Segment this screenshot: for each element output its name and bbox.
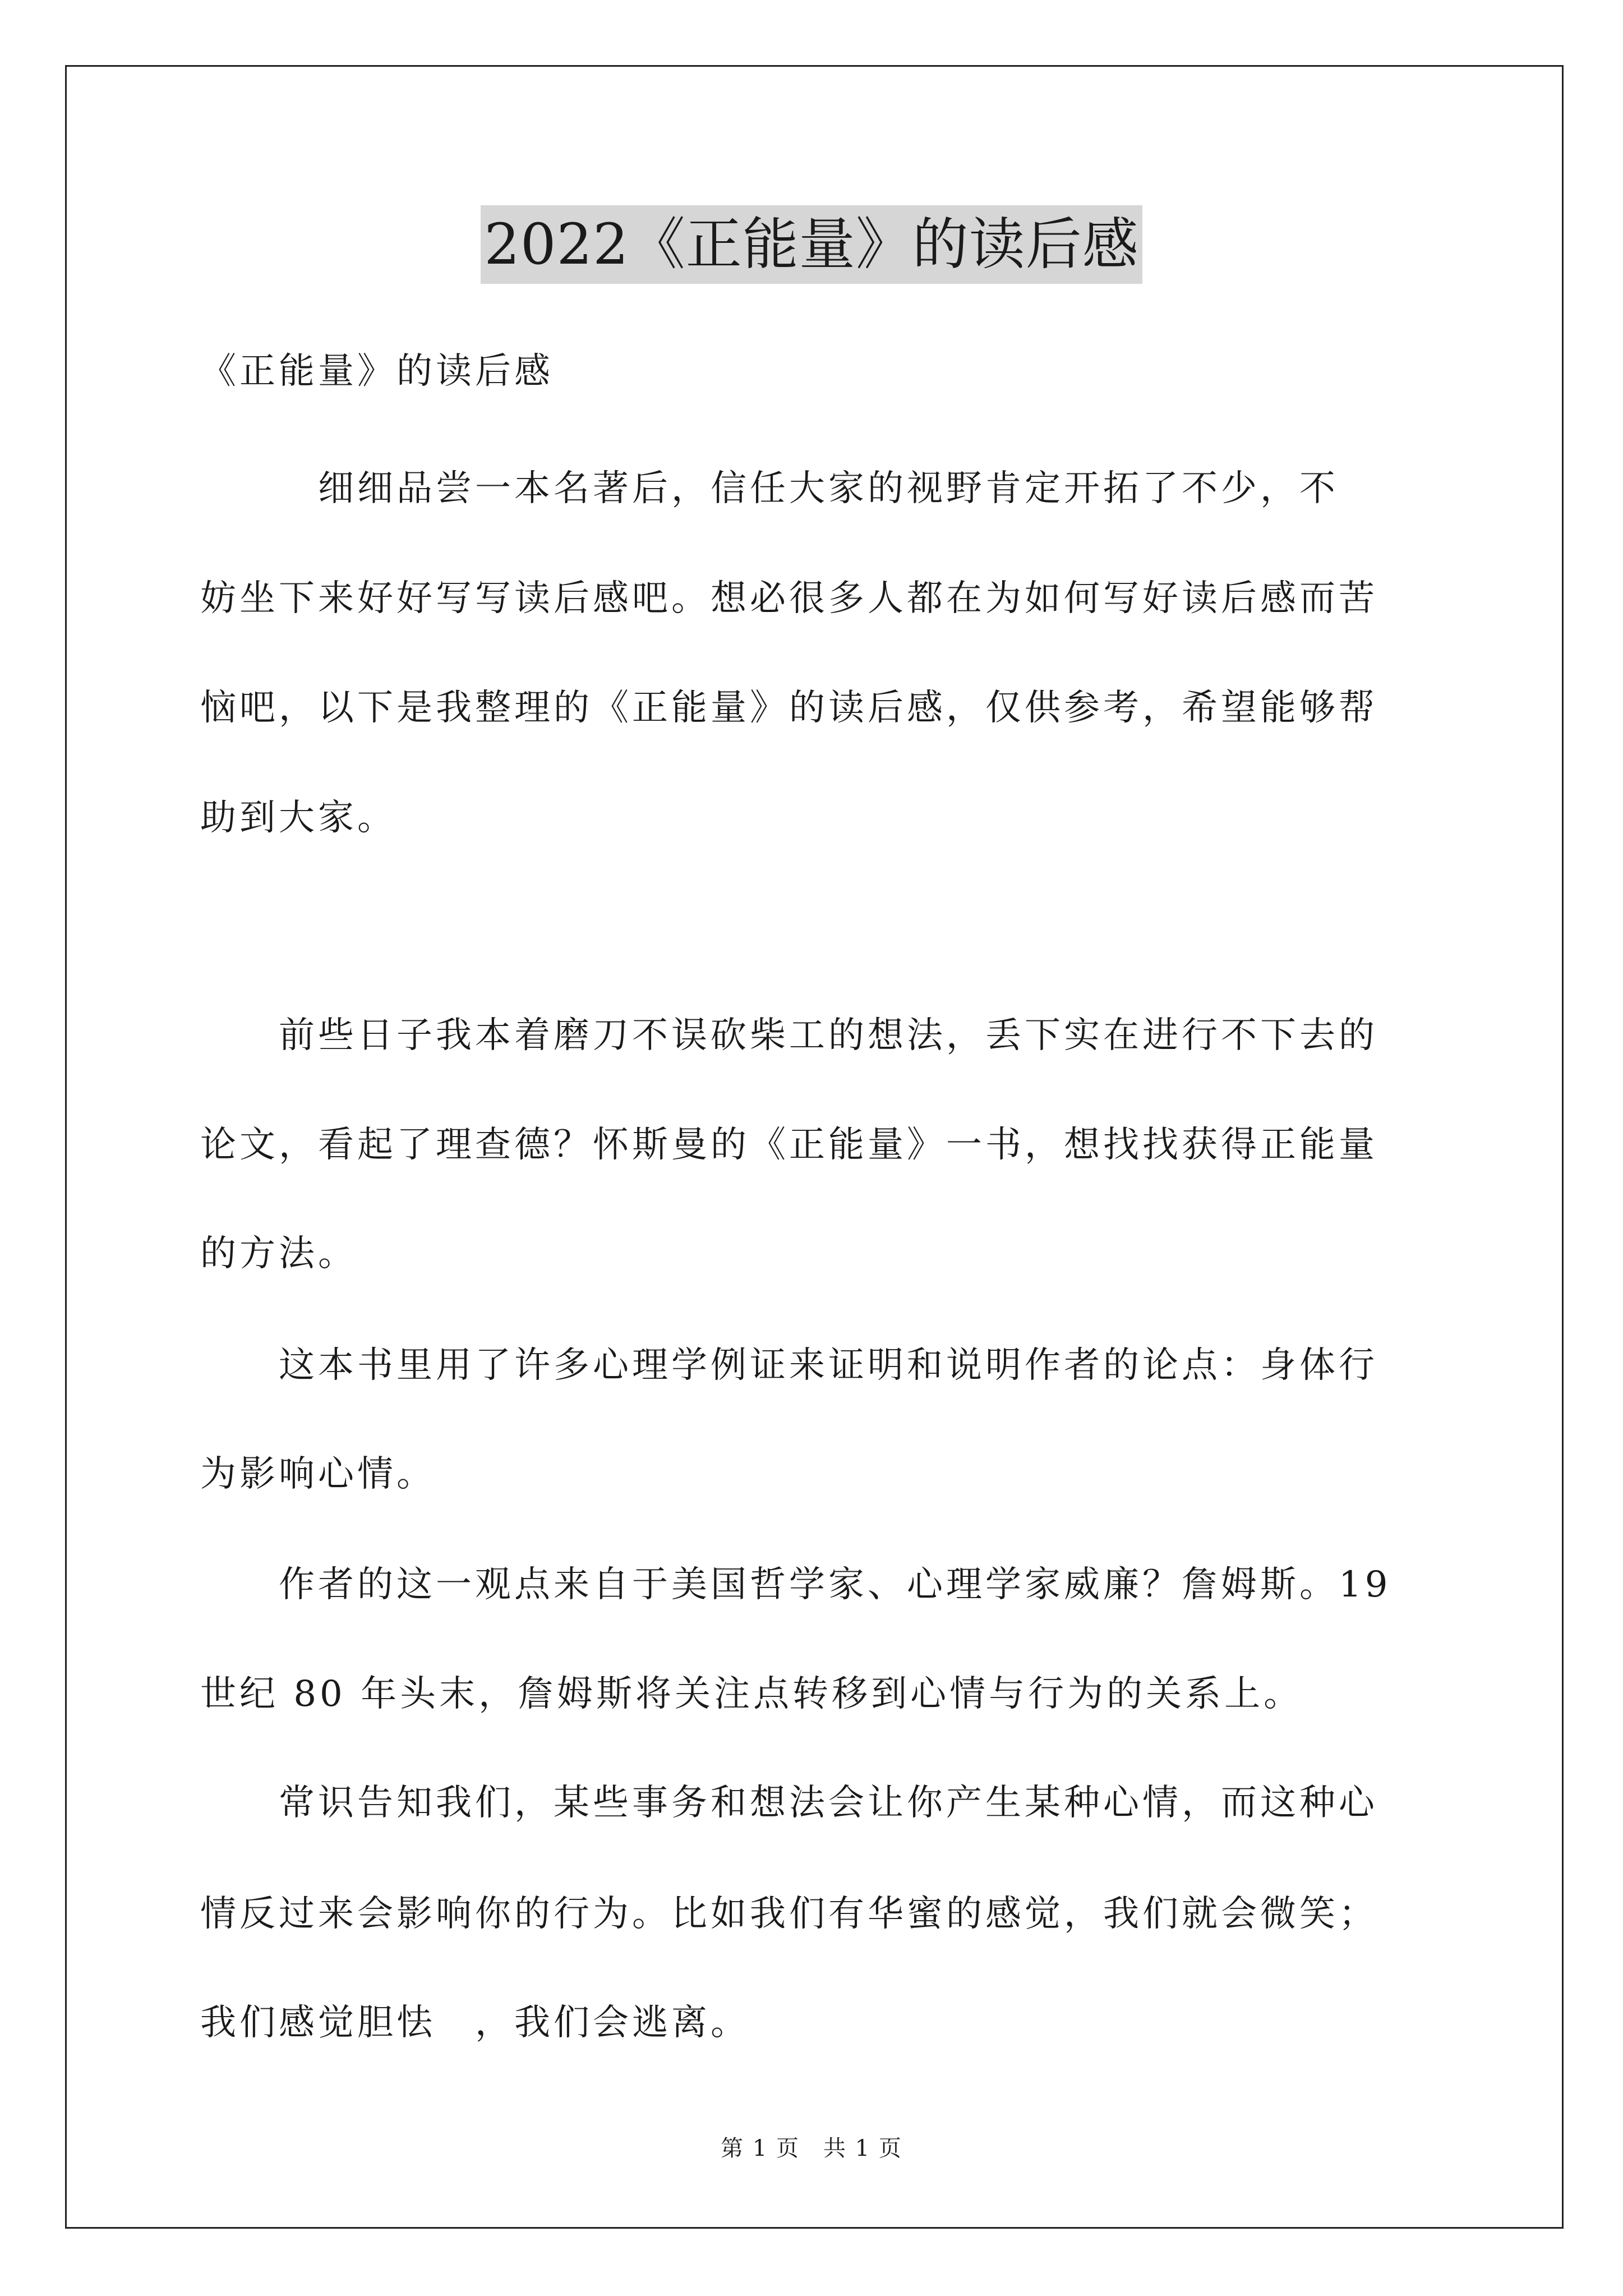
text-line: 我们感觉胆怯 ，我们会逃离。: [200, 2002, 750, 2044]
text-line: 为影响心情。: [200, 1453, 436, 1495]
subtitle: 《正能量》的读后感: [200, 351, 554, 392]
title-container: [0, 205, 1623, 284]
document-title: 2022《正能量》的读后感: [481, 205, 1142, 284]
text-line: 情反过来会影响你的行为。比如我们有华蜜的感觉，我们就会微笑；: [200, 1893, 1378, 1935]
text-line: 作者的这一观点来自于美国哲学家、心理学家威廉？詹姆斯。19: [200, 1564, 1391, 1605]
text-line: 恼吧，以下是我整理的《正能量》的读后感，仅供参考，希望能够帮: [200, 687, 1378, 729]
text-line: 世纪 80 年头末，詹姆斯将关注点转移到心情与行为的关系上。: [200, 1673, 1303, 1715]
text-line: 常识告知我们，某些事务和想法会让你产生某种心情，而这种心: [200, 1782, 1378, 1824]
page-footer: 第 1 页 共 1 页: [721, 2136, 902, 2161]
text-line: 前些日子我本着磨刀不误砍柴工的想法，丢下实在进行不下去的: [200, 1015, 1378, 1056]
text-line: 这本书里用了许多心理学例证来证明和说明作者的论点：身体行: [200, 1345, 1378, 1386]
text-line: 的方法。: [200, 1233, 357, 1274]
text-line: 细细品尝一本名著后，信任大家的视野肯定开拓了不少，不: [200, 468, 1339, 509]
text-line: 妨坐下来好好写写读后感吧。想必很多人都在为如何写好读后感而苦: [200, 578, 1378, 619]
text-line: 助到大家。: [200, 797, 396, 839]
text-line: 论文，看起了理查德？怀斯曼的《正能量》一书，想找找获得正能量: [200, 1124, 1378, 1166]
